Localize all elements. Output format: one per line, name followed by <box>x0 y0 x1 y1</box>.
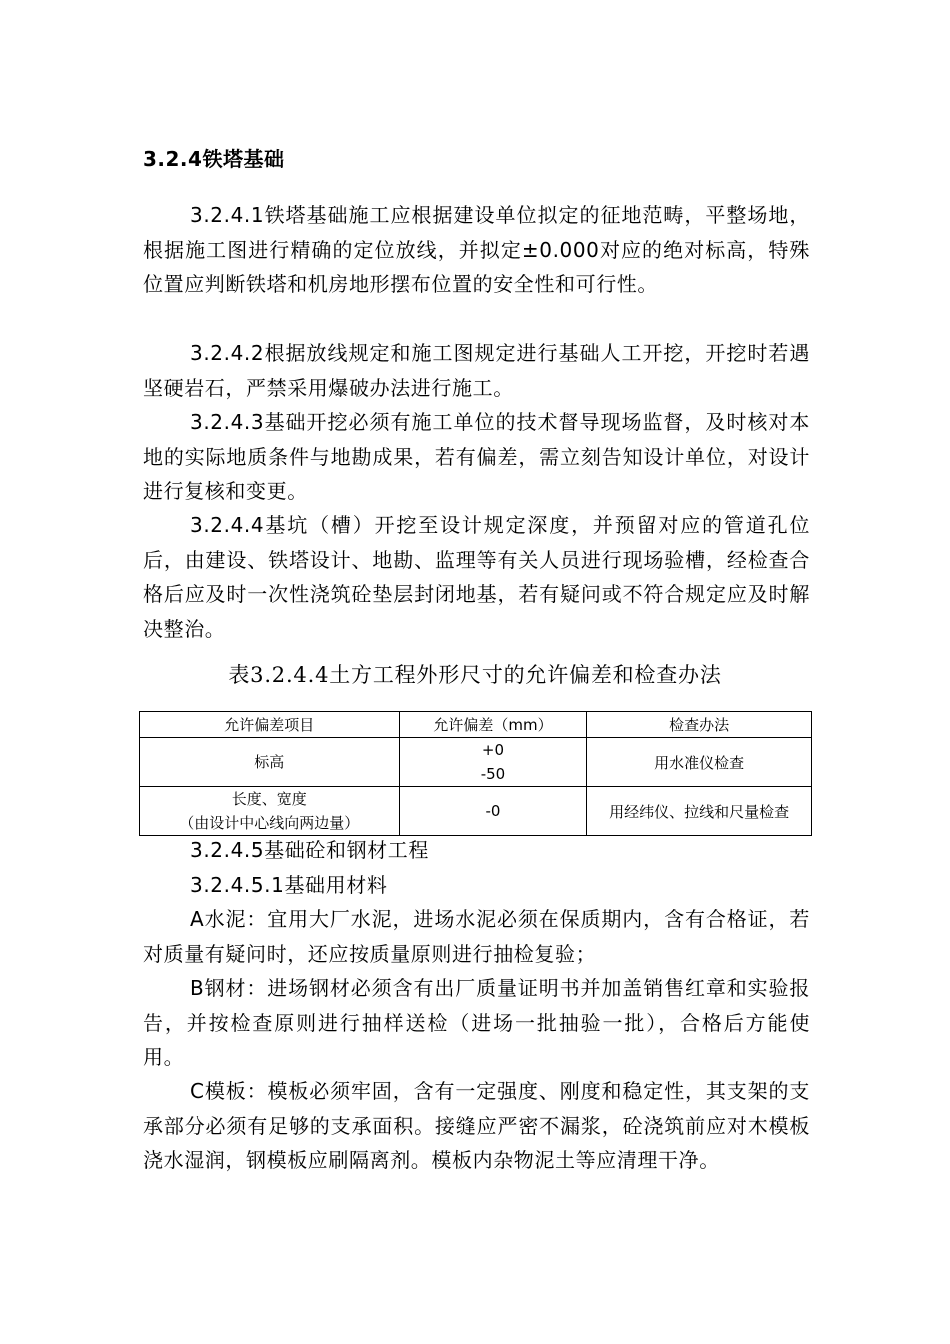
paragraph-steel: B钢材：进场钢材必须含有出厂质量证明书并加盖销售红章和实验报告，并按检查原则进行抽样送检（进场一批抽验一批），合格后方能使用。 <box>143 976 810 1069</box>
paragraph-3-2-4-1: 3.2.4.1铁塔基础施工应根据建设单位拟定的征地范畴，平整场地，根据施工图进行精确的定位放线，并拟定±0.000对应的绝对标高，特殊位置应判断铁塔和机房地形摆布位置的安全性和可行性。 <box>143 203 810 296</box>
subsection-3-2-4-5: 3.2.4.5基础砼和钢材工程 <box>190 838 429 862</box>
cell-method: 用经纬仪、拉线和尺量检查 <box>587 787 812 836</box>
header-item: 允许偏差项目 <box>140 712 400 738</box>
table-row <box>140 738 812 787</box>
paragraph-3-2-4-2: 3.2.4.2根据放线规定和施工图规定进行基础人工开挖，开挖时若遇坚硬岩石，严禁采用爆破办法进行施工。 <box>143 341 810 400</box>
table-row <box>140 787 812 836</box>
tolerance-lower: -50 <box>480 765 506 783</box>
subsection-3-2-4-5-1: 3.2.4.5.1基础用材料 <box>190 873 388 897</box>
paragraph-3-2-4-4: 3.2.4.4基坑（槽）开挖至设计规定深度，并预留对应的管道孔位后，由建设、铁塔设计、地勘、监理等有关人员进行现场验槽，经检查合格后应及时一次性浇筑砼垫层封闭地基，若有疑问或不符合规定应及时解决整治。 <box>143 513 810 641</box>
paragraph-cement: A水泥：宜用大厂水泥，进场水泥必须在保质期内，含有合格证，若对质量有疑问时，还应按质量原则进行抽检复验； <box>143 907 810 966</box>
section-title: 3.2.4铁塔基础 <box>143 147 285 171</box>
cell-tolerance <box>399 787 587 836</box>
header-method: 检查办法 <box>587 712 812 738</box>
tolerance-value: -0 <box>485 802 501 820</box>
cell-tolerance <box>399 738 587 787</box>
cell-method: 用水准仪检查 <box>587 738 812 787</box>
cell-item-line: 标高 <box>254 753 285 771</box>
paragraph-formwork: C模板：模板必须牢固，含有一定强度、刚度和稳定性，其支架的支承部分必须有足够的支承面积。接缝应严密不漏浆，砼浇筑前应对木模板浇水湿润，钢模板应刷隔离剂。模板内杂物泥土等应清理干净。 <box>143 1079 810 1172</box>
header-tolerance: 允许偏差（mm） <box>399 712 587 738</box>
cell-item <box>140 787 400 836</box>
cell-item <box>140 738 400 787</box>
tolerance-upper: +0 <box>481 741 505 759</box>
table-caption: 表3.2.4.4土方工程外形尺寸的允许偏差和检查办法 <box>228 663 722 687</box>
tolerance-table <box>139 711 812 836</box>
cell-item-note: （由设计中心线向两边量） <box>179 814 360 832</box>
table-header-row <box>140 712 812 738</box>
cell-item-line: 长度、宽度 <box>231 790 307 808</box>
paragraph-3-2-4-3: 3.2.4.3基础开挖必须有施工单位的技术督导现场监督，及时核对本地的实际地质条件与地勘成果，若有偏差，需立刻告知设计单位，对设计进行复核和变更。 <box>143 410 810 503</box>
